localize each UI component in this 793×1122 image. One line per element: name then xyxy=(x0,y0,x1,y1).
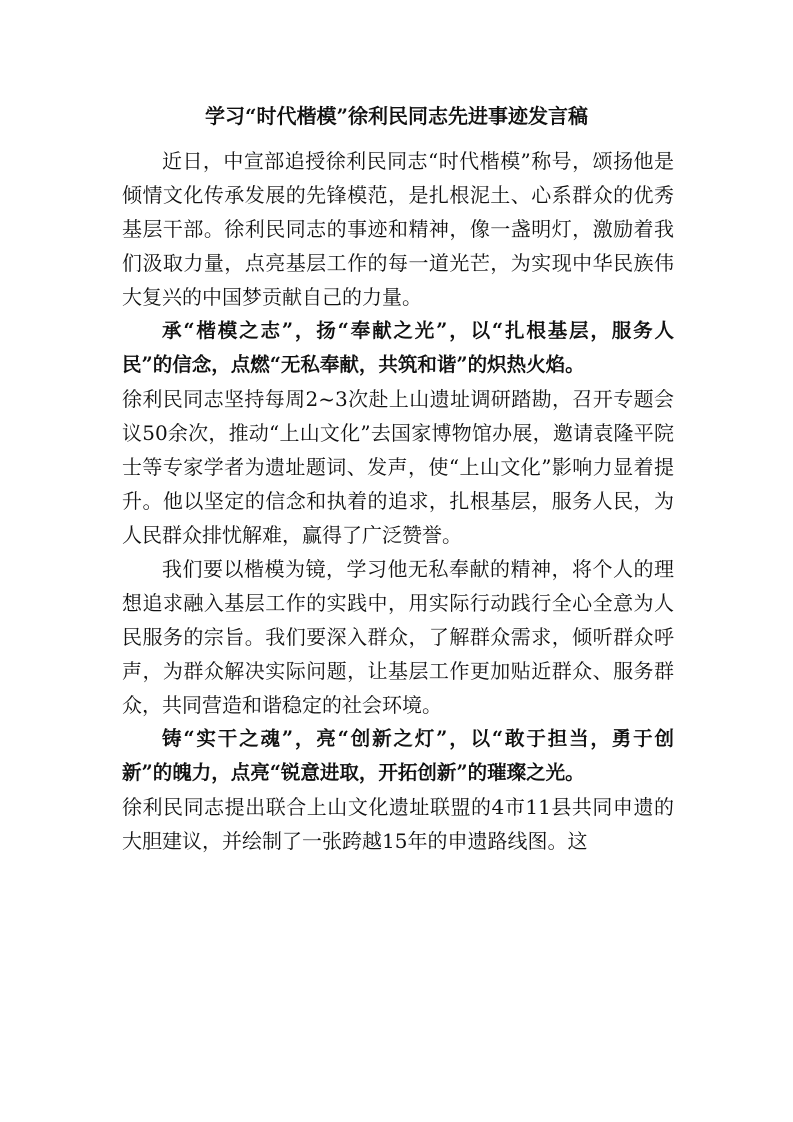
heading-section-1: 承“楷模之志”，扬“奉献之光”，以“扎根基层，服务人民”的信念，点燃“无私奉献，共筑和谐”的炽热火焰。 xyxy=(122,319,674,376)
paragraph-section-1-reflection: 我们要以楷模为镜，学习他无私奉献的精神，将个人的理想追求融入基层工作的实践中，用实际行动践行全心全意为人民服务的宗旨。我们要深入群众，了解群众需求，倾听群众呼声，为群众解决实际问题，让基层工作更加贴近群众、服务群众，共同营造和谐稳定的社会环境。 xyxy=(122,557,674,717)
document-title: 学习“时代楷模”徐利民同志先进事迹发言稿 xyxy=(204,104,588,128)
heading-section-2: 铸“实干之魂”，亮“创新之灯”，以“敢于担当，勇于创新”的魄力，点亮“锐意进取，开拓创新”的璀璨之光。 xyxy=(122,727,674,784)
paragraph-intro: 近日，中宣部追授徐利民同志“时代楷模”称号，颂扬他是倾情文化传承发展的先锋模范，是扎根泥土、心系群众的优秀基层干部。徐利民同志的事迹和精神，像一盏明灯，激励着我们汲取力量，点亮基层工作的每一道光芒，为实现中华民族伟大复兴的中国梦贡献自己的力量。 xyxy=(122,149,674,309)
paragraph-section-2: 徐利民同志提出联合上山文化遗址联盟的4市11县共同申遗的大胆建议，并绘制了一张跨越15年的申遗路线图。这 xyxy=(122,795,674,853)
paragraph-section-1: 徐利民同志坚持每周2~3次赴上山遗址调研踏勘，召开专题会议50余次，推动“上山文化”去国家博物馆办展，邀请袁隆平院士等专家学者为遗址题词、发声，使“上山文化”影响力显着提升。他以坚定的信念和执着的追求，扎根基层，服务人民，为人民群众排忧解难，赢得了广泛赞誉。 xyxy=(122,387,674,547)
document-body xyxy=(122,144,674,858)
